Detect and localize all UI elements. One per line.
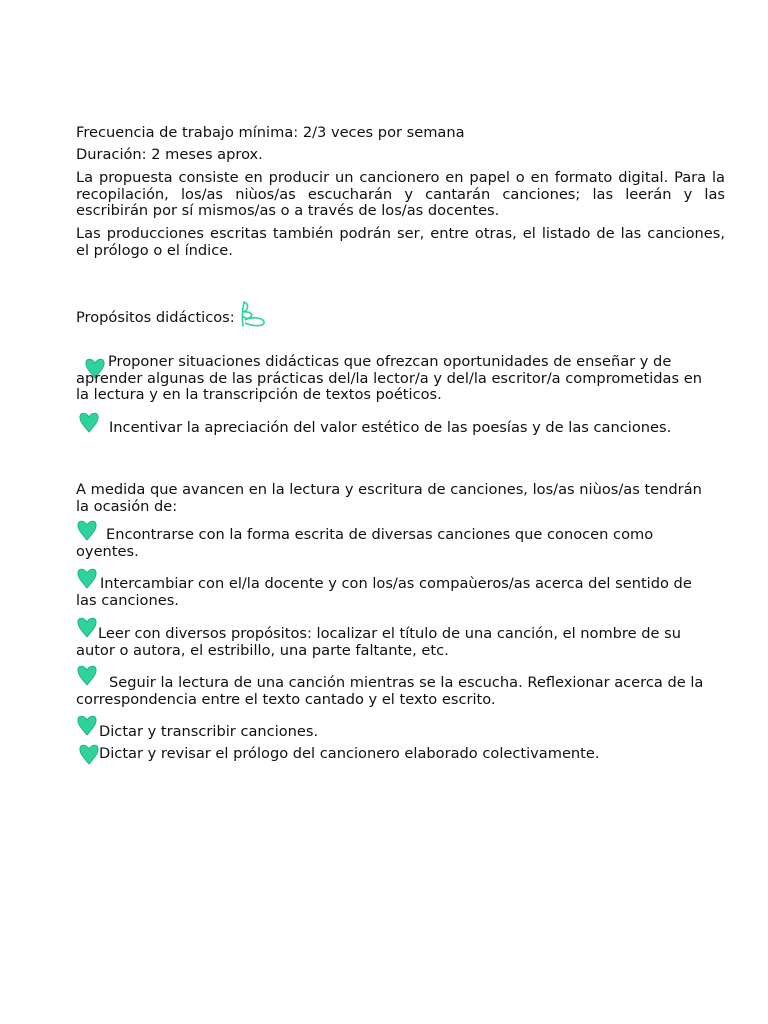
occasion-item: Leer con diversos propósitos: localizar el título de una canción, el nombre de su autor o autora, el estribillo, una parte faltante, etc. (76, 625, 681, 659)
purpose-item: Proponer situaciones didácticas que ofrezcan oportunidades de enseñar y de aprender algunas de las prácticas del/la lector/a y del/la escritor/a comprometidas en la lectura y en la transcripción de textos poéticos. (76, 353, 702, 403)
occasion-item: Dictar y revisar el prólogo del cancionero elaborado colectivamente. (99, 745, 600, 762)
occasion-item: Encontrarse con la forma escrita de diversas canciones que conocen como oyentes. (76, 526, 654, 560)
intro-paragraph: A medida que avancen en la lectura y escritura de canciones, los/as niùos/as tendrán la ocasión de: (76, 481, 702, 515)
purpose-item: Incentivar la apreciación del valor estético de las poesías y de las canciones. (109, 419, 672, 436)
occasion-item: Seguir la lectura de una canción mientras se la escucha. Reflexionar acerca de la correspondencia entre el texto cantado y el texto escrito. (76, 674, 704, 708)
frequency-line: Frecuencia de trabajo mínima: 2/3 veces por semana (76, 124, 465, 141)
occasion-item: Dictar y transcribir canciones. (99, 723, 319, 740)
occasion-item: Intercambiar con el/la docente y con los/as compaùeros/as acerca del sentido de las canciones. (76, 575, 692, 609)
productions-paragraph: Las producciones escritas también podrán ser, entre otras, el listado de las canciones, el prólogo o el índice. (76, 225, 725, 259)
duration-line: Duración: 2 meses aprox. (76, 146, 263, 163)
proposal-paragraph: La propuesta consiste en producir un cancionero en papel o en formato digital. Para la recopilación, los/as niùos/as escucharán y cantarán canciones; las leerán y las escribirán por sí mismos/as o a través de los/as docentes. (76, 169, 725, 219)
purposes-heading: Propósitos didácticos: (76, 309, 235, 326)
sprout-icon (237, 298, 269, 328)
